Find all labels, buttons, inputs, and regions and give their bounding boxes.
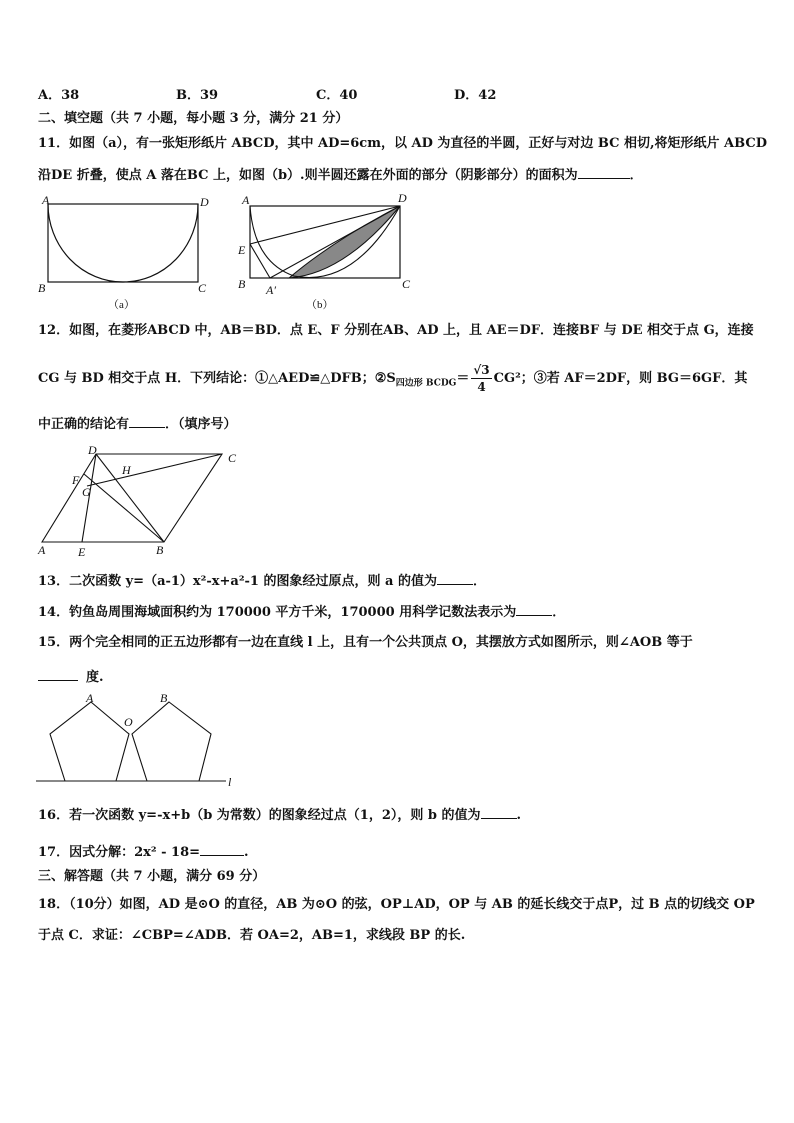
q11-text: 沿DE 折叠，使点 A 落在BC 上，如图（b）.则半圆还露在外面的部分（阴影部分）的面积为 [38, 168, 578, 183]
q17 [38, 843, 249, 862]
label-b: B [238, 277, 246, 291]
q11-line2 [38, 166, 643, 185]
rectangle-abcd [48, 204, 198, 282]
q13 [38, 572, 486, 591]
label-c: C [228, 451, 237, 465]
label-b: B [160, 691, 168, 705]
pentagon-right [132, 702, 211, 781]
q12-figure [36, 444, 251, 559]
option-b: B．39 [176, 88, 219, 103]
q17-text: 17．因式分解：2x² - 18= [38, 845, 201, 860]
label-e: E [78, 545, 86, 559]
q17-end: . [244, 845, 249, 860]
label-b: B [156, 543, 164, 557]
q12-text: 中正确的结论有 [38, 417, 130, 432]
caption-b: （b） [306, 299, 334, 311]
q14-end: ． [552, 605, 566, 620]
caption-a: （a） [108, 299, 135, 311]
q13-answer-blank[interactable] [437, 572, 473, 585]
q16-text: 16．若一次函数 y=-x+b（b 为常数）的图象经过点（1，2），则 b 的值为 [38, 808, 481, 823]
shaded-region [289, 206, 400, 278]
label-a-prime: A′ [266, 283, 276, 297]
label-e: E [238, 243, 246, 257]
q11-figure-b [234, 192, 424, 317]
q15-answer-blank[interactable] [38, 668, 78, 681]
q16 [38, 806, 521, 825]
section-fill-blank-heading: 二、填空题（共 7 小题，每小题 3 分，满分 21 分） [38, 111, 349, 126]
label-f: F [72, 473, 80, 487]
option-c: C．40 [316, 88, 358, 103]
q12-subscript: 四边形 BCDG [395, 378, 457, 389]
q16-answer-blank[interactable] [481, 806, 517, 819]
label-b: B [38, 281, 46, 295]
semicircle [48, 204, 198, 282]
q12-line2 [38, 362, 747, 401]
option-a: A．38 [38, 88, 80, 103]
label-h: H [122, 463, 131, 477]
rhombus-abcd [42, 454, 222, 542]
q15-end: 度. [86, 670, 104, 685]
q12-text-end: CG²；③若 AF＝2DF，则 BG＝6GF．其 [493, 371, 748, 386]
label-a: A [42, 193, 50, 207]
q16-end: . [516, 808, 522, 823]
q12-end: ．（填序号） [165, 417, 237, 432]
label-d: D [200, 195, 209, 209]
label-c: C [402, 277, 411, 291]
label-l: l [228, 775, 232, 789]
fraction-numerator: √3 [473, 363, 490, 377]
section-solve-heading: 三、解答题（共 7 小题，满分 69 分） [38, 869, 266, 884]
q11-answer-blank[interactable] [578, 166, 630, 179]
q12-equals: ＝ [456, 371, 470, 386]
label-g: G [82, 485, 91, 499]
fraction-denominator: 4 [477, 380, 486, 394]
q12-text: CG 与 BD 相交于点 H．下列结论：①△AED≌△DFB；②S [38, 371, 396, 386]
q18-line2: 于点 C．求证：∠CBP=∠ADB．若 OA=2，AB=1，求线段 BP 的长. [38, 928, 466, 943]
pentagon-left [50, 702, 129, 781]
q12-line3 [38, 415, 237, 434]
q11-end: ． [629, 168, 643, 183]
q12-answer-blank[interactable] [129, 415, 165, 428]
q12-line1: 12．如图，在菱形ABCD 中，AB＝BD．点 E、F 分别在AB、AD 上，且 AE＝DF．连接BF 与 DE 相交于点 G，连接 [38, 323, 754, 338]
label-o: O [124, 715, 133, 729]
label-a: A [38, 543, 46, 557]
q14 [38, 603, 565, 622]
q15-figure [36, 690, 251, 790]
q15-line1: 15．两个完全相同的正五边形都有一边在直线 l 上，且有一个公共顶点 O，其摆放方式如图所示，则∠AOB 等于 [38, 635, 693, 650]
q11-line1: 11．如图（a），有一张矩形纸片 ABCD，其中 AD=6cm，以 AD 为直径的半圆，正好与对边 BC 相切,将矩形纸片 ABCD [38, 136, 767, 151]
label-a: A [242, 193, 250, 207]
option-d: D．42 [454, 88, 497, 103]
label-d: D [88, 443, 97, 457]
q11-figure-a [36, 192, 216, 312]
segment-cg [87, 454, 222, 486]
label-d: D [398, 191, 407, 205]
q12-fraction [471, 362, 491, 395]
segment-ea1 [250, 244, 270, 278]
q13-end: ． [472, 574, 486, 589]
segment-a1d [270, 206, 400, 278]
q14-answer-blank[interactable] [516, 603, 552, 616]
label-a: A [86, 691, 94, 705]
q13-text: 13．二次函数 y=（a-1）x²-x+a²-1 的图象经过原点，则 a 的值为 [38, 574, 437, 589]
q17-answer-blank[interactable] [200, 843, 244, 856]
label-c: C [198, 281, 207, 295]
q14-text: 14．钓鱼岛周围海域面积约为 170000 平方千米，170000 用科学记数法表示为 [38, 605, 517, 620]
q15-line2 [38, 668, 104, 687]
q18-line1: 18．（10分）如图，AD 是⊙O 的直径，AB 为⊙O 的弦，OP⊥AD，OP 与 AB 的延长线交于点P，过 B 点的切线交 OP [38, 897, 755, 912]
